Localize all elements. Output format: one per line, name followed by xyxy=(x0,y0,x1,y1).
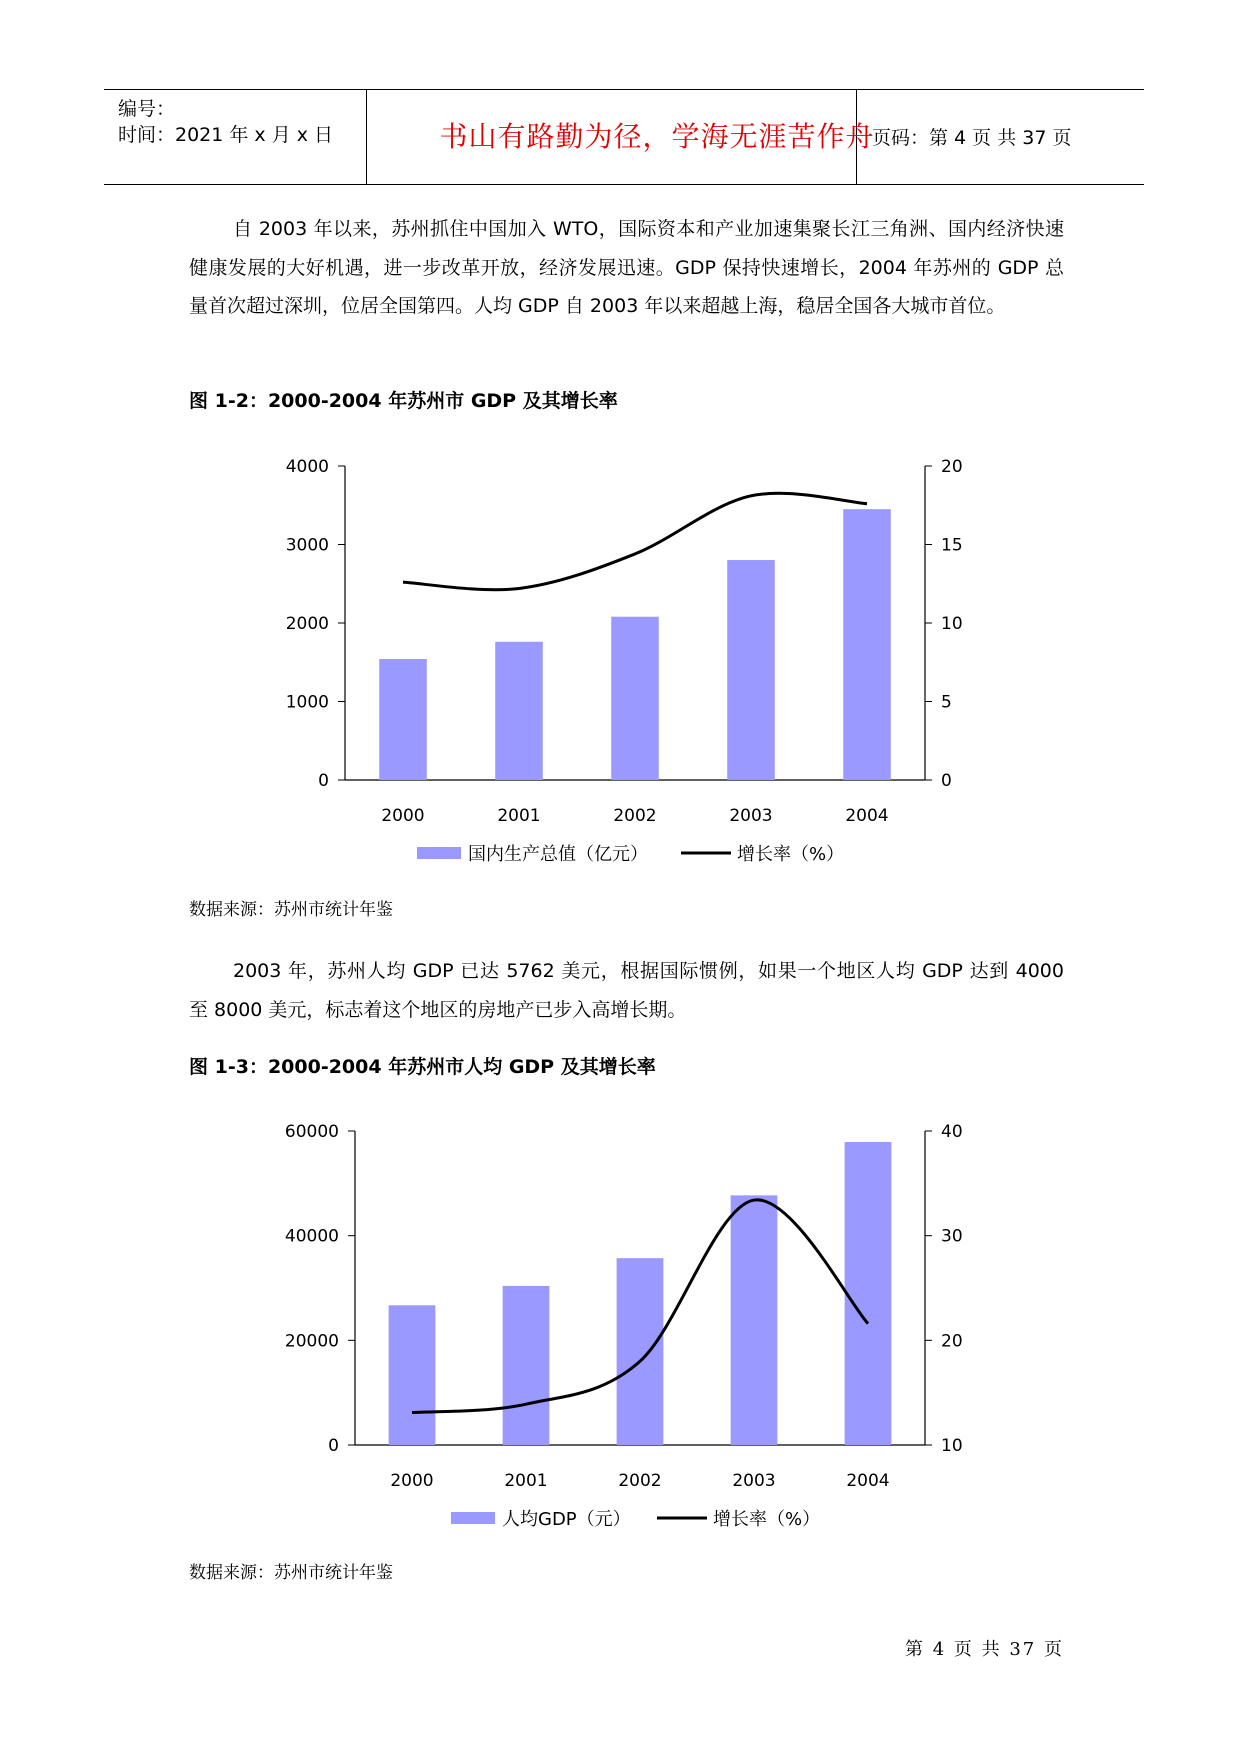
bar xyxy=(617,1258,664,1445)
figure-1-3-title: 图 1-3：2000-2004 年苏州市人均 GDP 及其增长率 xyxy=(189,1056,656,1078)
x-tick-label: 2004 xyxy=(846,1471,890,1491)
bar xyxy=(503,1286,550,1445)
left-tick-label: 3000 xyxy=(285,535,329,556)
per-capita-gdp-chart xyxy=(0,1105,1241,1545)
header-slogan: 书山有路勤为径，学海无涯苦作舟 xyxy=(439,120,875,153)
page-footer: 第 4 页 共 37 页 xyxy=(905,1639,1064,1660)
growth-rate-line xyxy=(403,493,867,589)
left-tick-label: 1000 xyxy=(285,692,329,713)
bar xyxy=(731,1195,778,1445)
x-tick-label: 2001 xyxy=(504,1471,548,1491)
x-tick-label: 2002 xyxy=(613,806,657,826)
bar xyxy=(611,617,659,780)
bar xyxy=(843,509,891,780)
legend-line-label: 增长率（%） xyxy=(737,844,845,865)
x-tick-label: 2001 xyxy=(497,806,541,826)
page-header xyxy=(104,89,1144,185)
gdp-chart xyxy=(0,440,1241,880)
x-tick-label: 2003 xyxy=(729,806,773,826)
legend-bar-swatch xyxy=(417,847,461,859)
left-tick-label: 2000 xyxy=(285,614,329,634)
bar xyxy=(845,1142,892,1445)
header-page-number: 页码：第 4 页 共 37 页 xyxy=(872,127,1072,149)
right-tick-label: 15 xyxy=(941,535,963,556)
x-tick-label: 2003 xyxy=(732,1471,776,1491)
x-tick-label: 2000 xyxy=(381,806,425,826)
right-tick-label: 20 xyxy=(941,1331,963,1352)
right-tick-label: 30 xyxy=(941,1226,963,1247)
left-tick-label: 20000 xyxy=(284,1331,339,1352)
left-tick-label: 40000 xyxy=(284,1226,339,1247)
bar xyxy=(495,642,543,780)
right-tick-label: 40 xyxy=(941,1122,963,1142)
header-serial: 编号： xyxy=(118,98,176,120)
left-tick-label: 4000 xyxy=(285,457,329,477)
figure-1-3-source: 数据来源：苏州市统计年鉴 xyxy=(189,1563,393,1583)
right-tick-label: 10 xyxy=(941,614,963,634)
figure-1-2-title: 图 1-2：2000-2004 年苏州市 GDP 及其增长率 xyxy=(189,390,618,412)
left-tick-label: 0 xyxy=(318,771,329,791)
left-tick-label: 0 xyxy=(328,1436,339,1456)
bar xyxy=(379,659,427,780)
legend-line-label: 增长率（%） xyxy=(713,1509,821,1530)
x-tick-label: 2004 xyxy=(845,806,889,826)
x-tick-label: 2002 xyxy=(618,1471,662,1491)
legend-bar-swatch xyxy=(451,1512,495,1524)
left-tick-label: 60000 xyxy=(284,1122,339,1142)
legend-bar-label: 国内生产总值（亿元） xyxy=(468,844,648,865)
right-tick-label: 20 xyxy=(941,457,963,477)
legend-bar-label: 人均GDP（元） xyxy=(502,1509,631,1530)
right-tick-label: 0 xyxy=(941,771,952,791)
header-time: 时间：2021 年 x 月 x 日 xyxy=(118,124,334,146)
x-tick-label: 2000 xyxy=(390,1471,434,1491)
intro-paragraph: 自 2003 年以来，苏州抓住中国加入 WTO，国际资本和产业加速集聚长江三角洲、国内经济快速健康发展的大好机遇，进一步改革开放，经济发展迅速。GDP 保持快速增长，2004 年苏州的 GDP 总量首次超过深圳，位居全国第四。人均 GDP 自 2003 年以来超越上海，稳居全国各大城市首位。 xyxy=(189,218,1064,317)
figure-1-2-source: 数据来源：苏州市统计年鉴 xyxy=(189,900,393,920)
bar xyxy=(389,1305,436,1445)
right-tick-label: 10 xyxy=(941,1436,963,1456)
bar xyxy=(727,560,775,780)
per-capita-paragraph: 2003 年，苏州人均 GDP 已达 5762 美元，根据国际惯例，如果一个地区人均 GDP 达到 4000 至 8000 美元，标志着这个地区的房地产已步入高增长期。 xyxy=(189,960,1064,1021)
right-tick-label: 5 xyxy=(941,692,952,713)
